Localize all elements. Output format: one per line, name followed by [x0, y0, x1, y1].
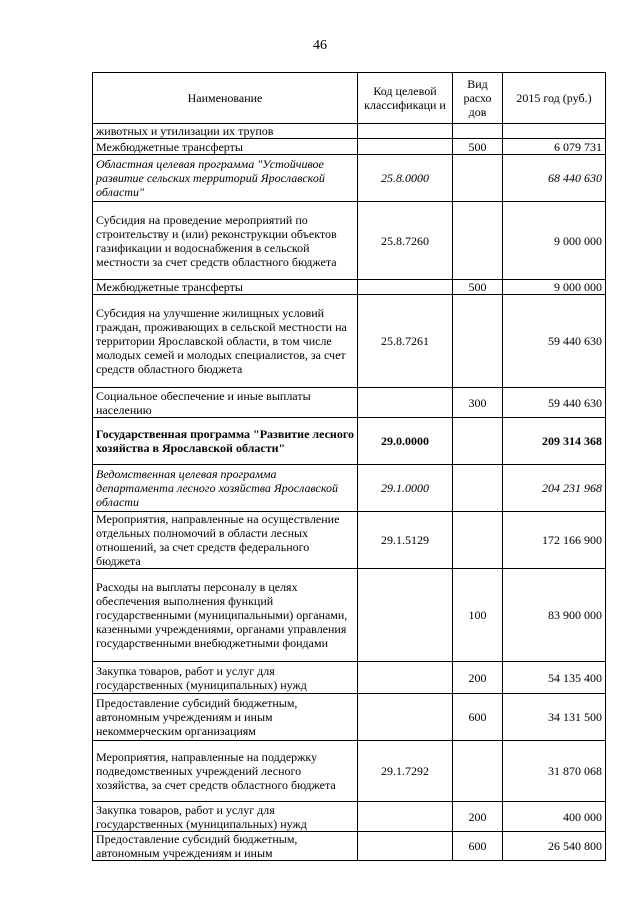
cell-amount: 209 314 368: [503, 418, 606, 465]
cell-type: 600: [453, 832, 503, 861]
cell-code: [358, 124, 453, 139]
table-row: [93, 202, 606, 280]
cell-amount: 6 079 731: [503, 139, 606, 155]
table-row: [93, 662, 606, 694]
table-row: [93, 280, 606, 295]
cell-name: Межбюджетные трансферты: [93, 280, 358, 295]
cell-code: [358, 569, 453, 662]
cell-code: 29.1.7292: [358, 741, 453, 802]
table-row: [93, 124, 606, 139]
table-row: [93, 569, 606, 662]
cell-amount: 9 000 000: [503, 280, 606, 295]
cell-code: [358, 832, 453, 861]
cell-type: [453, 418, 503, 465]
cell-type: 200: [453, 662, 503, 694]
cell-amount: [503, 124, 606, 139]
cell-code: 25.8.7260: [358, 202, 453, 280]
cell-type: [453, 155, 503, 202]
cell-name: Закупка товаров, работ и услуг для государственных (муниципальных) нужд: [93, 802, 358, 832]
cell-code: 29.1.0000: [358, 465, 453, 512]
cell-code: 25.8.7261: [358, 295, 453, 388]
table-row: [93, 139, 606, 155]
cell-code: [358, 662, 453, 694]
column-header-type: Вид расхо дов: [453, 73, 503, 124]
cell-code: [358, 139, 453, 155]
cell-amount: 59 440 630: [503, 388, 606, 418]
cell-name: Областная целевая программа "Устойчивое развитие сельских территорий Ярославской области": [93, 155, 358, 202]
cell-name: Субсидия на проведение мероприятий по строительству и (или) реконструкции объектов газификации и водоснабжения в сельской местности за счет средств областного бюджета: [93, 202, 358, 280]
cell-amount: 59 440 630: [503, 295, 606, 388]
cell-code: 29.0.0000: [358, 418, 453, 465]
cell-code: [358, 802, 453, 832]
table-row: [93, 802, 606, 832]
table-row: [93, 418, 606, 465]
cell-amount: 9 000 000: [503, 202, 606, 280]
cell-amount: 83 900 000: [503, 569, 606, 662]
cell-name: Предоставление субсидий бюджетным, автономным учреждениям и иным некоммерческим организациям: [93, 694, 358, 741]
cell-type: 300: [453, 388, 503, 418]
cell-name: Государственная программа "Развитие лесного хозяйства в Ярославской области": [93, 418, 358, 465]
cell-amount: 400 000: [503, 802, 606, 832]
table-header-row: [93, 73, 606, 124]
table-row: [93, 388, 606, 418]
table-body: [93, 124, 606, 861]
cell-amount: 172 166 900: [503, 512, 606, 569]
cell-name: Мероприятия, направленные на поддержку подведомственных учреждений лесного хозяйства, за счет средств областного бюджета: [93, 741, 358, 802]
cell-code: [358, 694, 453, 741]
cell-type: 500: [453, 139, 503, 155]
table-row: [93, 832, 606, 861]
column-header-amount: 2015 год (руб.): [503, 73, 606, 124]
table-row: [93, 465, 606, 512]
table-row: [93, 741, 606, 802]
cell-name: животных и утилизации их трупов: [93, 124, 358, 139]
cell-amount: 26 540 800: [503, 832, 606, 861]
cell-type: [453, 202, 503, 280]
cell-type: [453, 512, 503, 569]
cell-amount: 68 440 630: [503, 155, 606, 202]
cell-amount: 204 231 968: [503, 465, 606, 512]
cell-type: [453, 465, 503, 512]
cell-name: Межбюджетные трансферты: [93, 139, 358, 155]
cell-amount: 31 870 068: [503, 741, 606, 802]
cell-amount: 54 135 400: [503, 662, 606, 694]
table-row: [93, 295, 606, 388]
cell-type: [453, 741, 503, 802]
cell-type: 600: [453, 694, 503, 741]
cell-code: [358, 388, 453, 418]
cell-type: 500: [453, 280, 503, 295]
cell-code: 29.1.5129: [358, 512, 453, 569]
cell-name: Социальное обеспечение и иные выплаты населению: [93, 388, 358, 418]
cell-name: Расходы на выплаты персоналу в целях обеспечения выполнения функций государственными (муниципальными) органами, казенными учреждениями, органами управления государственными внебюджетными фондами: [93, 569, 358, 662]
column-header-name: Наименование: [93, 73, 358, 124]
table-row: [93, 694, 606, 741]
cell-code: [358, 280, 453, 295]
cell-name: Мероприятия, направленные на осуществление отдельных полномочий в области лесных отношений, за счет средств федерального бюджета: [93, 512, 358, 569]
cell-type: [453, 295, 503, 388]
page-number: 46: [313, 38, 327, 53]
table-row: [93, 155, 606, 202]
cell-name: Закупка товаров, работ и услуг для государственных (муниципальных) нужд: [93, 662, 358, 694]
table-row: [93, 512, 606, 569]
cell-name: Ведомственная целевая программа департамента лесного хозяйства Ярославской области: [93, 465, 358, 512]
cell-type: 200: [453, 802, 503, 832]
cell-name: Предоставление субсидий бюджетным, автономным учреждениям и иным: [93, 832, 358, 861]
budget-table: [92, 72, 606, 861]
column-header-code: Код целевой классификаци и: [358, 73, 453, 124]
cell-type: [453, 124, 503, 139]
cell-name: Субсидия на улучшение жилищных условий граждан, проживающих в сельской местности на территории Ярославской области, в том числе молодых семей и молодых специалистов, за счет средств областного бюджета: [93, 295, 358, 388]
cell-type: 100: [453, 569, 503, 662]
cell-amount: 34 131 500: [503, 694, 606, 741]
cell-code: 25.8.0000: [358, 155, 453, 202]
